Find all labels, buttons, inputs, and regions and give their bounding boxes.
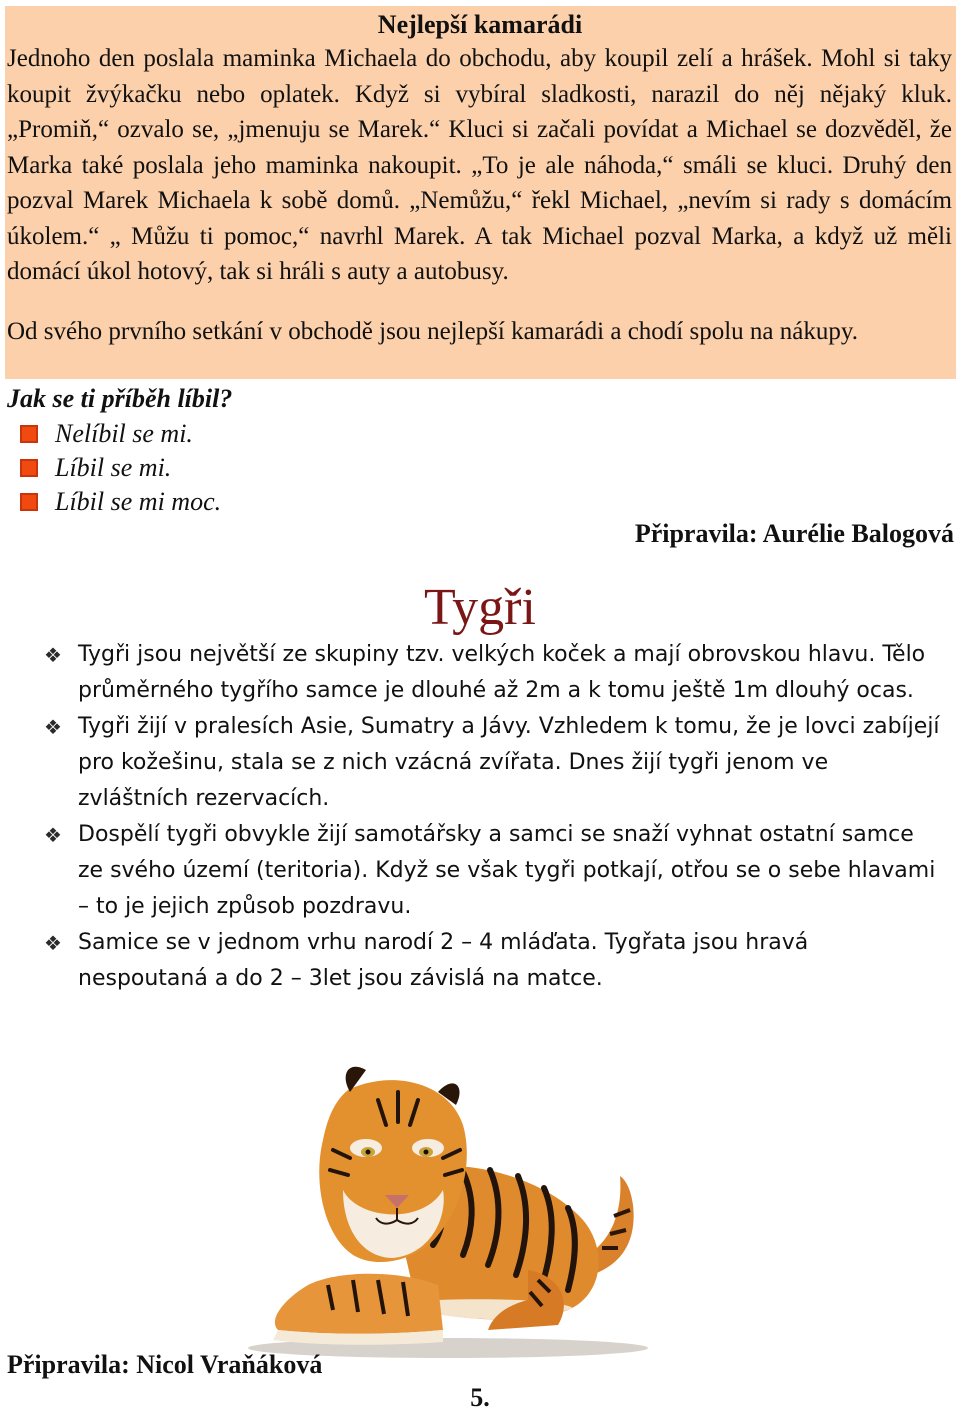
diamond-bullet-icon: ❖ bbox=[44, 715, 62, 739]
tigers-author: Připravila: Nicol Vraňáková bbox=[7, 1350, 323, 1379]
story-title: Nejlepší kamarádi bbox=[377, 10, 583, 39]
list-item bbox=[40, 925, 940, 997]
fact-text: Samice se v jednom vrhu narodí 2 – 4 mláďata. Tygřata jsou hravá nespoutaná a do 2 – 3let jsou závislá na matce. bbox=[78, 930, 809, 991]
survey-option-label: Líbil se mi. bbox=[55, 453, 172, 482]
diamond-bullet-icon: ❖ bbox=[44, 931, 62, 955]
survey-question: Jak se ti příběh líbil? bbox=[7, 384, 233, 413]
survey-option-label: Nelíbil se mi. bbox=[55, 419, 193, 448]
survey-option[interactable] bbox=[20, 451, 221, 485]
story-author: Připravila: Aurélie Balogová bbox=[634, 519, 954, 548]
story-conclusion: Od svého prvního setkání v obchodě jsou nejlepší kamarádi a chodí spolu na nákupy. bbox=[7, 318, 858, 345]
survey-option[interactable] bbox=[20, 485, 221, 519]
fact-text: Tygři žijí v pralesích Asie, Sumatry a Jávy. Vzhledem k tomu, že je lovci zabíjejí pro kožešinu, stala se z nich vzácná zvířata. Dnes žijí tygři jenom ve zvláštních rezervacích. bbox=[78, 714, 940, 811]
fact-text: Tygři jsou největší ze skupiny tzv. velkých koček a mají obrovskou hlavu. Tělo průměrného tygřího samce je dlouhé až 2m a k tomu ještě 1m dlouhý ocas. bbox=[78, 642, 926, 703]
diamond-bullet-icon: ❖ bbox=[44, 643, 62, 667]
page-number: 5. bbox=[470, 1383, 490, 1412]
survey-option[interactable] bbox=[20, 417, 221, 451]
list-item bbox=[40, 817, 940, 925]
diamond-bullet-icon: ❖ bbox=[44, 823, 62, 847]
survey-options bbox=[20, 417, 221, 519]
survey-option-label: Líbil se mi moc. bbox=[55, 487, 222, 516]
checkbox-icon[interactable] bbox=[20, 425, 38, 443]
tiger-facts-list bbox=[40, 637, 940, 997]
checkbox-icon[interactable] bbox=[20, 493, 38, 511]
checkbox-icon[interactable] bbox=[20, 459, 38, 477]
story-text: Jednoho den poslala maminka Michaela do obchodu, aby koupil zelí a hrášek. Mohl si taky koupit žvýkačku nebo oplatek. Když si vybíral sladkosti, narazil do něj nějaký kluk. „Promiň,“ ozvalo se, „jmenuju se Marek.“ Kluci si začali povídat a Michael se dozvěděl, že Marka také poslala jeho maminka nakoupit. „To je ale náhoda,“ smáli se kluci. Druhý den pozval Marek Michaela k sobě domů. „Nemůžu,“ řekl Michael, „nevím si rady s domácím úkolem.“ „ Můžu ti pomoc,“ navrhl Marek. A tak Michael pozval Marka, a když už měli domácí úkol hotový, tak si hráli s auty a autobusy. bbox=[7, 45, 952, 285]
list-item bbox=[40, 709, 940, 817]
tiger-image bbox=[238, 1030, 648, 1360]
list-item bbox=[40, 637, 940, 709]
tigers-title: Tygři bbox=[424, 579, 536, 636]
fact-text: Dospělí tygři obvykle žijí samotářsky a samci se snaží vyhnat ostatní samce ze svého území (teritoria). Když se však tygři potkají, otřou se o sebe hlavami – to je jejich způsob pozdravu. bbox=[78, 822, 936, 919]
